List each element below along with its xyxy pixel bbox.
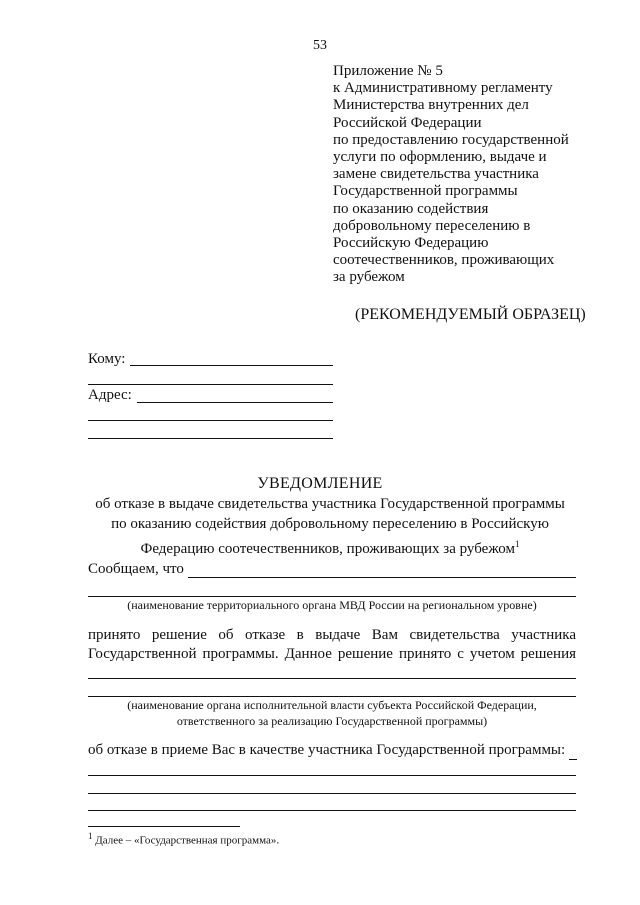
footnote-marker: 1 <box>88 831 93 841</box>
page-number: 53 <box>313 38 327 53</box>
subtitle-line: об отказе в выдаче свидетельства участника Государственной программы <box>95 496 565 512</box>
authority-field-line[interactable] <box>88 678 576 679</box>
subtitle-line-text: Федерацию соотечественников, проживающих за рубежом <box>140 541 516 557</box>
appendix-line: добровольному переселению в <box>333 217 531 234</box>
sample-label: (РЕКОМЕНДУЕМЫЙ ОБРАЗЕЦ) <box>355 306 586 323</box>
appendix-line: замене свидетельства участника <box>333 166 539 183</box>
report-label: Сообщаем, что <box>88 561 184 577</box>
notice-subtitle <box>40 494 620 559</box>
subtitle-line-last <box>40 534 620 559</box>
refusal-field-line-2[interactable] <box>88 775 576 776</box>
caption-mvd: (наименование территориального органа МВД России на региональном уровне) <box>127 598 537 612</box>
appendix-line: по оказанию содействия <box>333 200 489 217</box>
footnote <box>88 831 279 847</box>
appendix-line: услуги по оформлению, выдаче и <box>333 149 547 166</box>
appendix-line: Российскую Федерацию <box>333 235 489 252</box>
address-field-line-3[interactable] <box>88 438 333 439</box>
to-field-line-2[interactable] <box>88 384 333 385</box>
footnote-separator <box>88 826 240 827</box>
report-field-line[interactable] <box>188 577 576 578</box>
address-field-line-2[interactable] <box>88 420 333 421</box>
appendix-header <box>333 63 633 287</box>
footnote-text: Далее – «Государственная программа». <box>95 834 280 847</box>
subtitle-line: по оказанию содействия добровольному переселению в Российскую <box>111 516 549 532</box>
to-field-line[interactable] <box>130 365 333 366</box>
to-label: Кому: <box>88 351 126 367</box>
appendix-line: по предоставлению государственной <box>333 131 569 148</box>
caption-authority-1: (наименование органа исполнительной власти субъекта Российской Федерации, <box>127 698 537 712</box>
refusal-text: об отказе в приеме Вас в качестве участника Государственной программы: <box>88 742 566 758</box>
refusal-field-line-4[interactable] <box>88 810 576 811</box>
refusal-field-line[interactable] <box>569 759 577 760</box>
appendix-line: за рубежом <box>333 269 405 286</box>
address-label: Адрес: <box>88 387 132 403</box>
appendix-line: соотечественников, проживающих <box>333 252 555 269</box>
appendix-line: Приложение № 5 <box>333 63 443 79</box>
notice-title: УВЕДОМЛЕНИЕ <box>257 475 383 492</box>
appendix-line: к Административному регламенту <box>333 80 553 97</box>
decision-line-2: Государственной программы. Данное решение принято с учетом решения <box>88 646 576 662</box>
caption-authority-2: ответственного за реализацию Государственной программы) <box>176 714 488 728</box>
refusal-field-line-3[interactable] <box>88 793 576 794</box>
appendix-line: Российской Федерации <box>333 114 482 131</box>
footnote-ref: 1 <box>515 539 520 549</box>
appendix-line: Министерства внутренних дел <box>333 97 529 114</box>
appendix-line: Государственной программы <box>333 183 518 200</box>
decision-line-1: принято решение об отказе в выдаче Вам свидетельства участника <box>88 627 576 643</box>
address-field-line[interactable] <box>137 402 333 403</box>
